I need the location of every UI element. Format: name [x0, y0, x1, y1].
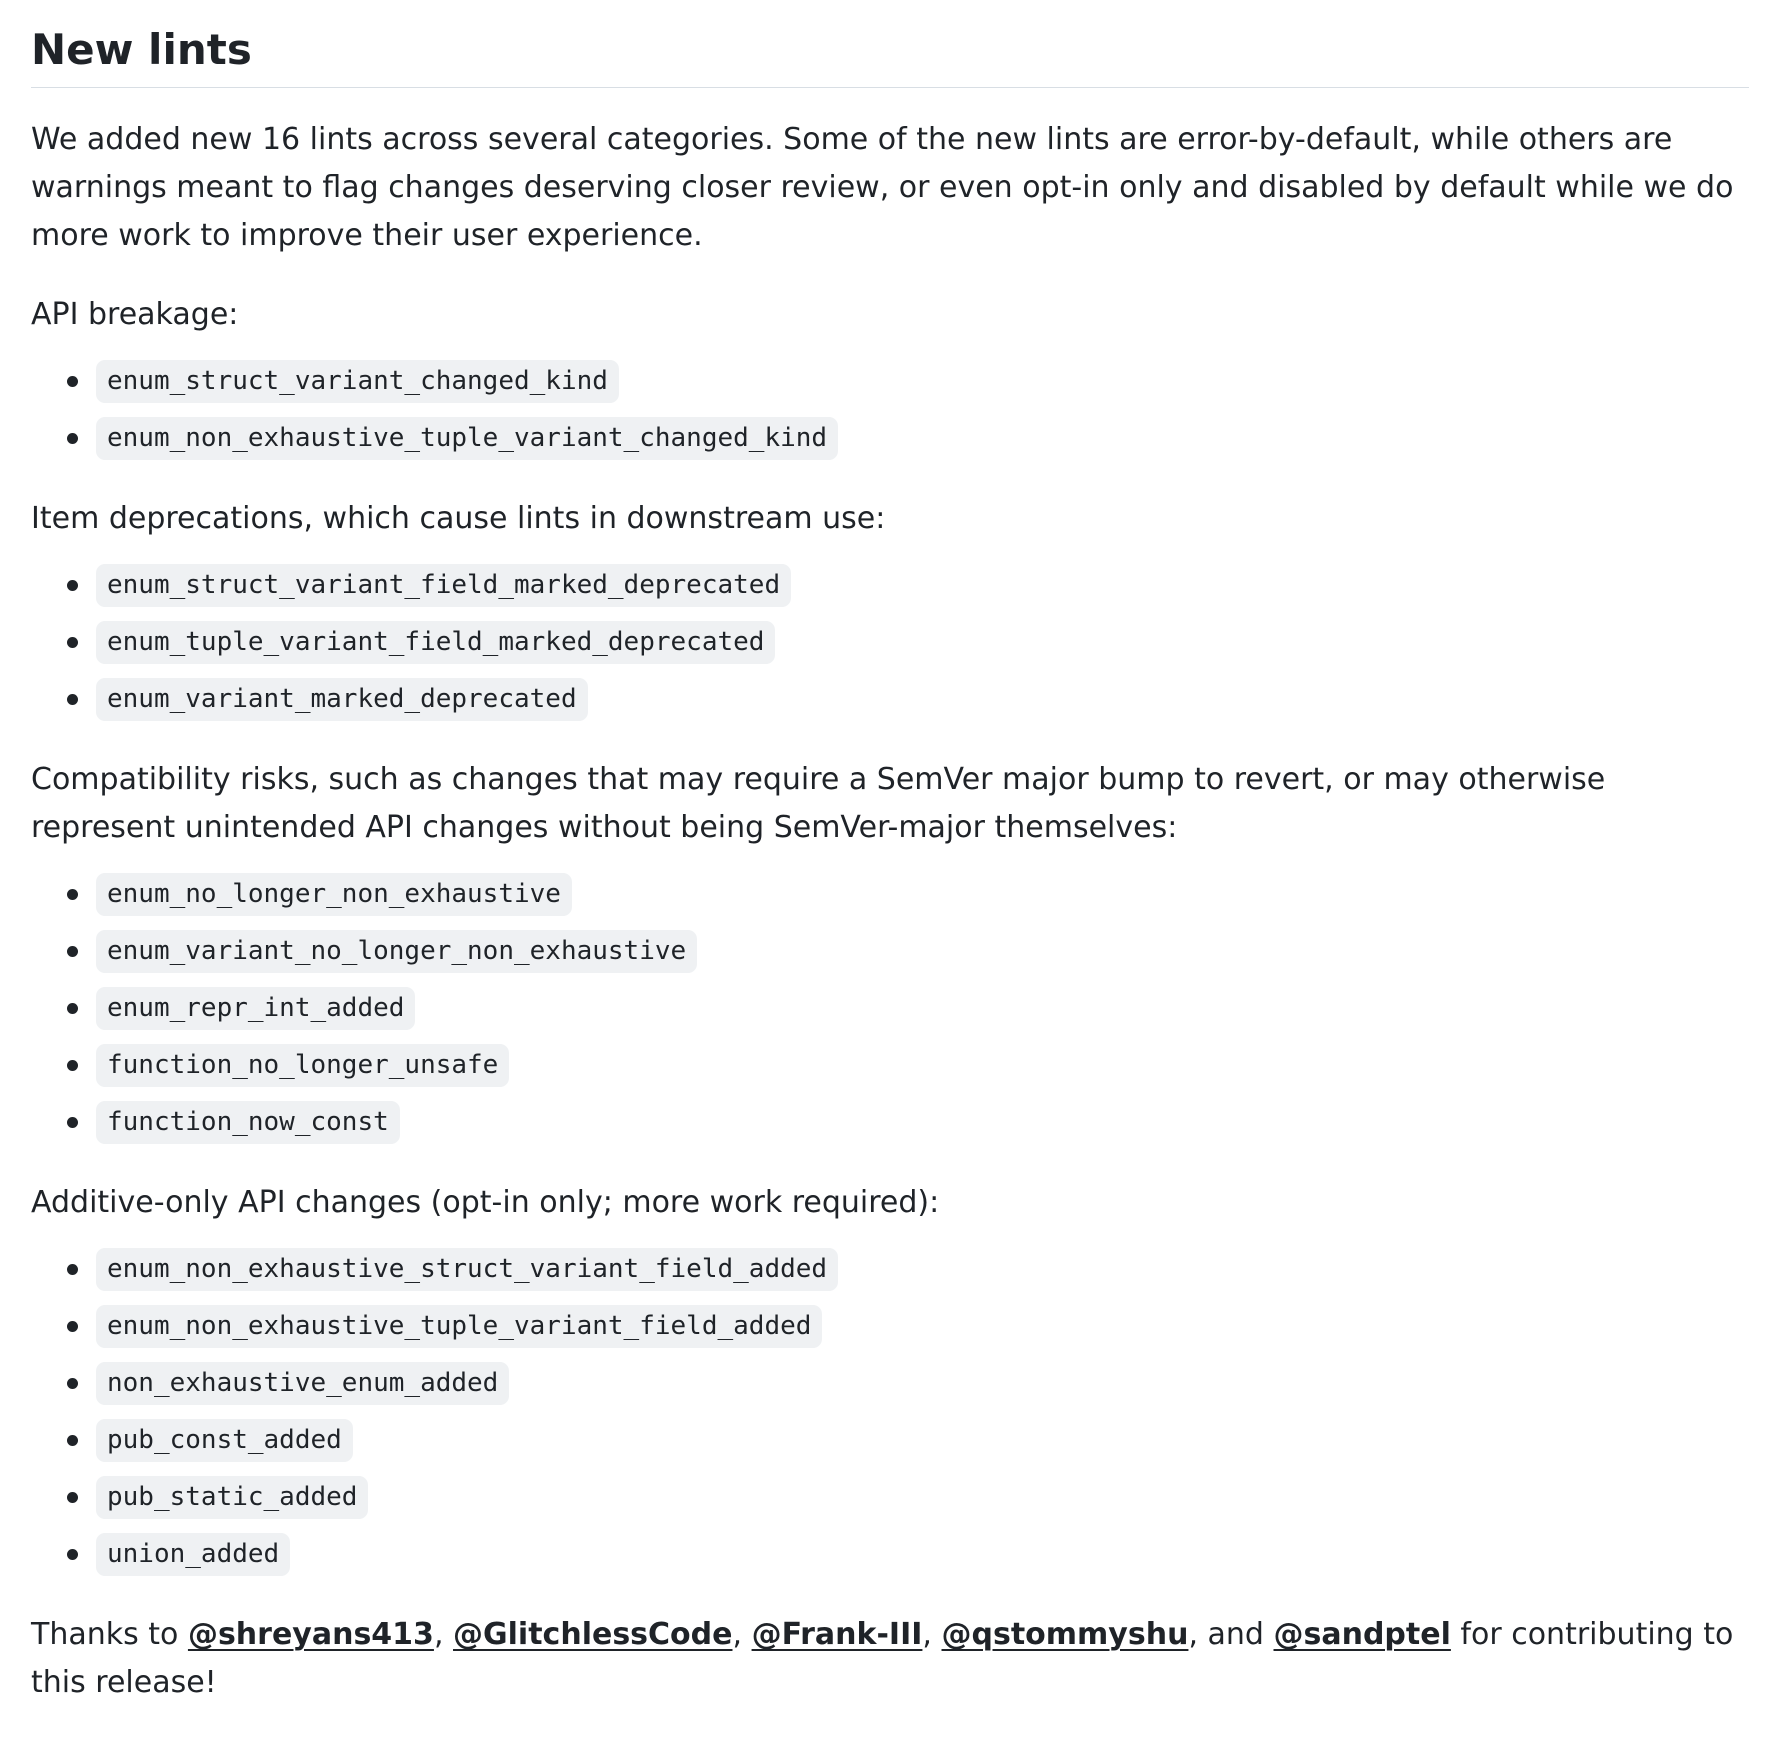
separator: , — [732, 1617, 752, 1652]
lint-name: enum_non_exhaustive_tuple_variant_changed_kind — [96, 417, 838, 460]
separator: , — [433, 1617, 454, 1652]
separator-and: , and — [1188, 1617, 1274, 1652]
contributor-link-frank-iii[interactable]: @Frank-III — [751, 1617, 923, 1652]
lint-name: function_now_const — [96, 1101, 400, 1144]
separator: , — [922, 1617, 942, 1652]
section-label-api-breakage: API breakage: — [31, 297, 239, 332]
lint-name: non_exhaustive_enum_added — [96, 1362, 509, 1405]
lint-list-deprecations — [31, 564, 1749, 725]
lint-name: pub_const_added — [96, 1419, 353, 1462]
lint-name: enum_non_exhaustive_tuple_variant_field_added — [96, 1305, 822, 1348]
contributor-link-shreyans413[interactable]: @shreyans413 — [187, 1617, 434, 1652]
lint-name: enum_struct_variant_field_marked_deprecated — [96, 564, 791, 607]
list-item — [31, 873, 1749, 920]
list-item — [31, 1101, 1749, 1148]
contributor-link-qstommyshu[interactable]: @qstommyshu — [941, 1617, 1189, 1652]
intro-paragraph: We added new 16 lints across several categories. Some of the new lints are error-by-default, while others are warnings meant to flag changes deserving closer review, or even opt-in only and disabled by default while we do more work to improve their user experience. — [31, 122, 1734, 253]
lint-name: enum_no_longer_non_exhaustive — [96, 873, 572, 916]
section-label-compatibility-risks: Compatibility risks, such as changes that may require a SemVer major bump to revert, or may otherwise represent unintended API changes without being SemVer-major themselves: — [31, 762, 1606, 845]
list-item — [31, 360, 1749, 407]
list-item — [31, 1044, 1749, 1091]
list-item — [31, 564, 1749, 611]
list-item — [31, 1476, 1749, 1523]
thanks-prefix: Thanks to — [31, 1617, 188, 1652]
list-item — [31, 678, 1749, 725]
lint-name: enum_variant_no_longer_non_exhaustive — [96, 930, 697, 973]
contributor-link-glitchlesscode[interactable]: @GlitchlessCode — [453, 1617, 733, 1652]
list-item — [31, 1533, 1749, 1580]
section-heading: New lints — [31, 0, 1749, 88]
contributor-link-sandptel[interactable]: @sandptel — [1273, 1617, 1451, 1652]
lint-list-api-breakage — [31, 360, 1749, 464]
section-label-deprecations: Item deprecations, which cause lints in downstream use: — [31, 501, 886, 536]
list-item — [31, 930, 1749, 977]
lint-name: enum_non_exhaustive_struct_variant_field_added — [96, 1248, 838, 1291]
list-item — [31, 1362, 1749, 1409]
lint-list-compatibility-risks — [31, 873, 1749, 1148]
lint-name: enum_repr_int_added — [96, 987, 415, 1030]
list-item — [31, 1305, 1749, 1352]
thanks-suffix: for contributing to this release! — [31, 1617, 1734, 1700]
lint-sections — [31, 291, 1749, 1580]
lint-list-additive-only — [31, 1248, 1749, 1580]
list-item — [31, 1248, 1749, 1295]
lint-name: enum_tuple_variant_field_marked_deprecated — [96, 621, 775, 664]
lint-name: union_added — [96, 1533, 290, 1576]
lint-name: pub_static_added — [96, 1476, 368, 1519]
release-notes — [31, 0, 1749, 1707]
lint-name: function_no_longer_unsafe — [96, 1044, 509, 1087]
thanks-paragraph — [31, 1611, 1749, 1707]
section-label-additive-only: Additive-only API changes (opt-in only; more work required): — [31, 1185, 940, 1220]
list-item — [31, 987, 1749, 1034]
list-item — [31, 1419, 1749, 1466]
lint-name: enum_variant_marked_deprecated — [96, 678, 588, 721]
lint-name: enum_struct_variant_changed_kind — [96, 360, 619, 403]
list-item — [31, 621, 1749, 668]
list-item — [31, 417, 1749, 464]
